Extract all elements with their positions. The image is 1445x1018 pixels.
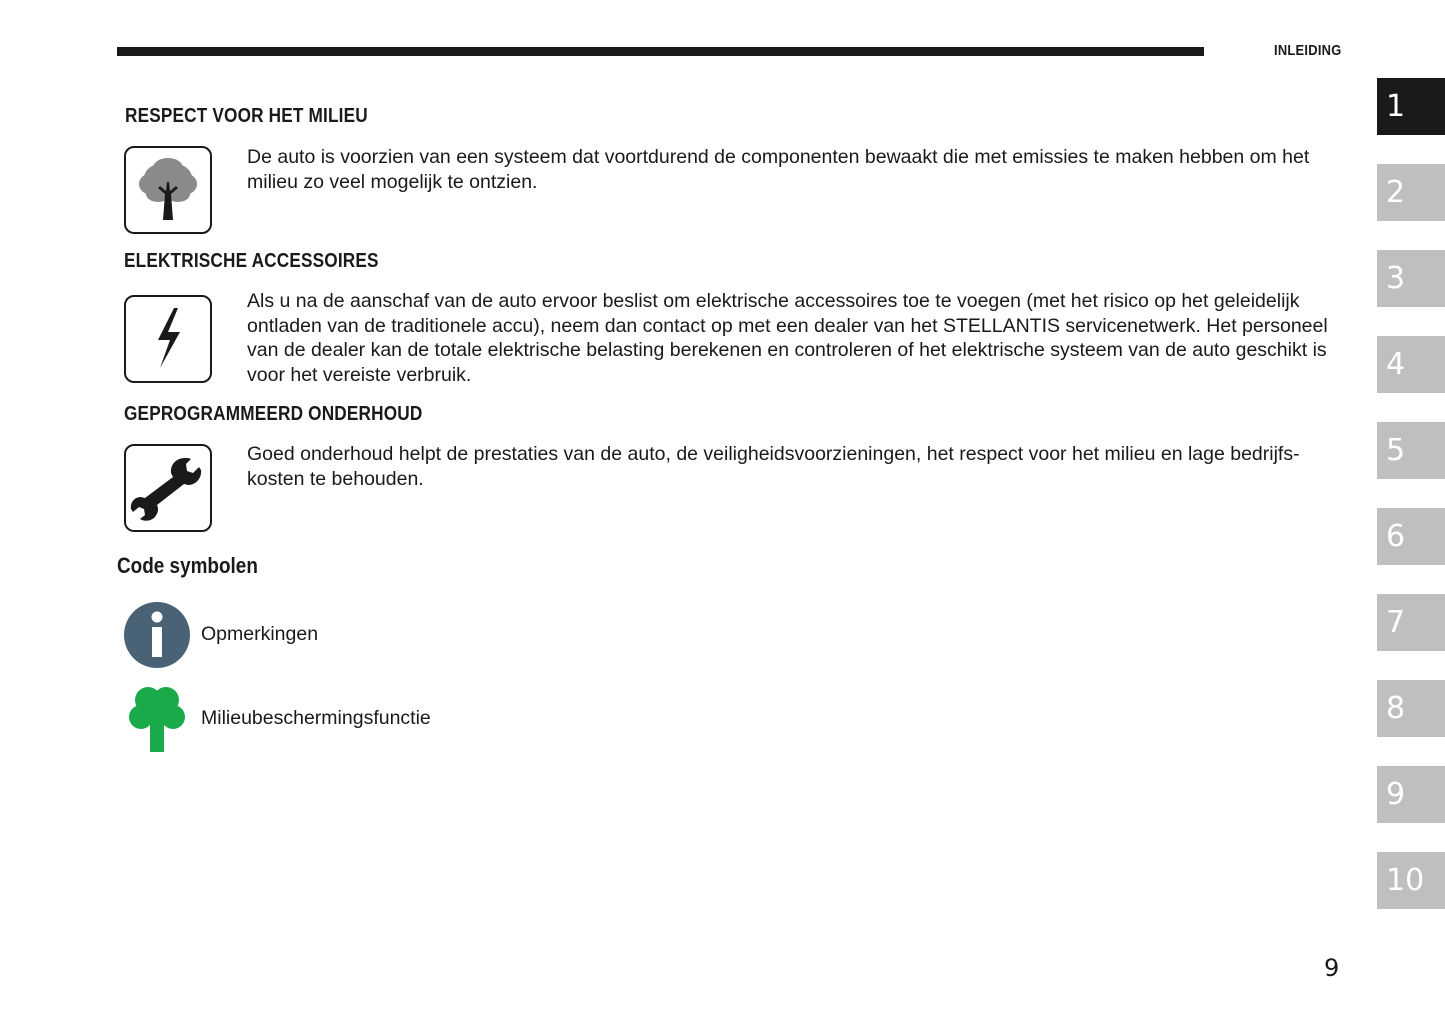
tree-symbol-label: Milieubeschermingsfunctie bbox=[201, 707, 431, 729]
text-line: Als u na de aanschaf van de auto ervoor beslist om elektrische accessoires toe te voegen (met het risico op het geleidelijk bbox=[247, 290, 1300, 312]
section-label: INLEIDING bbox=[1274, 42, 1342, 59]
paragraph-respect-milieu bbox=[247, 145, 1342, 194]
chapter-tab-9[interactable]: 9 bbox=[1377, 766, 1445, 823]
lightning-bolt-icon bbox=[124, 295, 212, 383]
paragraph-geprogrammeerd-onderhoud bbox=[247, 442, 1342, 491]
chapter-tab-2[interactable]: 2 bbox=[1377, 164, 1445, 221]
text-line: van de dealer kan de totale elektrische belasting berekenen en controleren of het elektrische systeem van de auto geschikt is bbox=[247, 339, 1327, 362]
info-symbol-label: Opmerkingen bbox=[201, 623, 319, 645]
heading-geprogrammeerd-onderhoud: GEPROGRAMMEERD ONDERHOUD bbox=[124, 403, 423, 425]
text-line: Goed onderhoud helpt de prestaties van de auto, de veiligheidsvoorzieningen, het respect voor het milieu en lage bedrijfs- bbox=[247, 443, 1300, 465]
chapter-tab-3[interactable]: 3 bbox=[1377, 250, 1445, 307]
chapter-tab-8[interactable]: 8 bbox=[1377, 680, 1445, 737]
paragraph-elektrische-accessoires bbox=[247, 289, 1342, 388]
chapter-tab-4[interactable]: 4 bbox=[1377, 336, 1445, 393]
text-line: voor het vereiste verbruik. bbox=[247, 364, 472, 387]
chapter-tab-5[interactable]: 5 bbox=[1377, 422, 1445, 479]
header-rule bbox=[117, 47, 1204, 56]
text-line: milieu zo veel mogelijk te ontzien. bbox=[247, 170, 538, 193]
chapter-tab-1[interactable]: 1 bbox=[1377, 78, 1445, 135]
page-number: 9 bbox=[1324, 954, 1340, 982]
text-line: De auto is voorzien van een systeem dat voortdurend de componenten bewaakt die met emissies te maken hebben om het bbox=[247, 146, 1310, 168]
wrench-icon bbox=[124, 444, 212, 532]
chapter-tab-10[interactable]: 10 bbox=[1377, 852, 1445, 909]
heading-elektrische-accessoires: ELEKTRISCHE ACCESSOIRES bbox=[124, 250, 379, 272]
green-tree-icon bbox=[128, 686, 186, 757]
tree-icon bbox=[124, 146, 212, 234]
text-line: ontladen van de traditionele accu), neem dan contact op met een dealer van het STELLANTIS servicenetwerk. Het personeel bbox=[247, 314, 1328, 337]
heading-respect-milieu: RESPECT VOOR HET MILIEU bbox=[125, 105, 368, 127]
chapter-tab-7[interactable]: 7 bbox=[1377, 594, 1445, 651]
heading-code-symbolen: Code symbolen bbox=[117, 553, 258, 578]
info-icon bbox=[124, 602, 190, 673]
text-line: kosten te behouden. bbox=[247, 467, 424, 490]
chapter-tab-6[interactable]: 6 bbox=[1377, 508, 1445, 565]
